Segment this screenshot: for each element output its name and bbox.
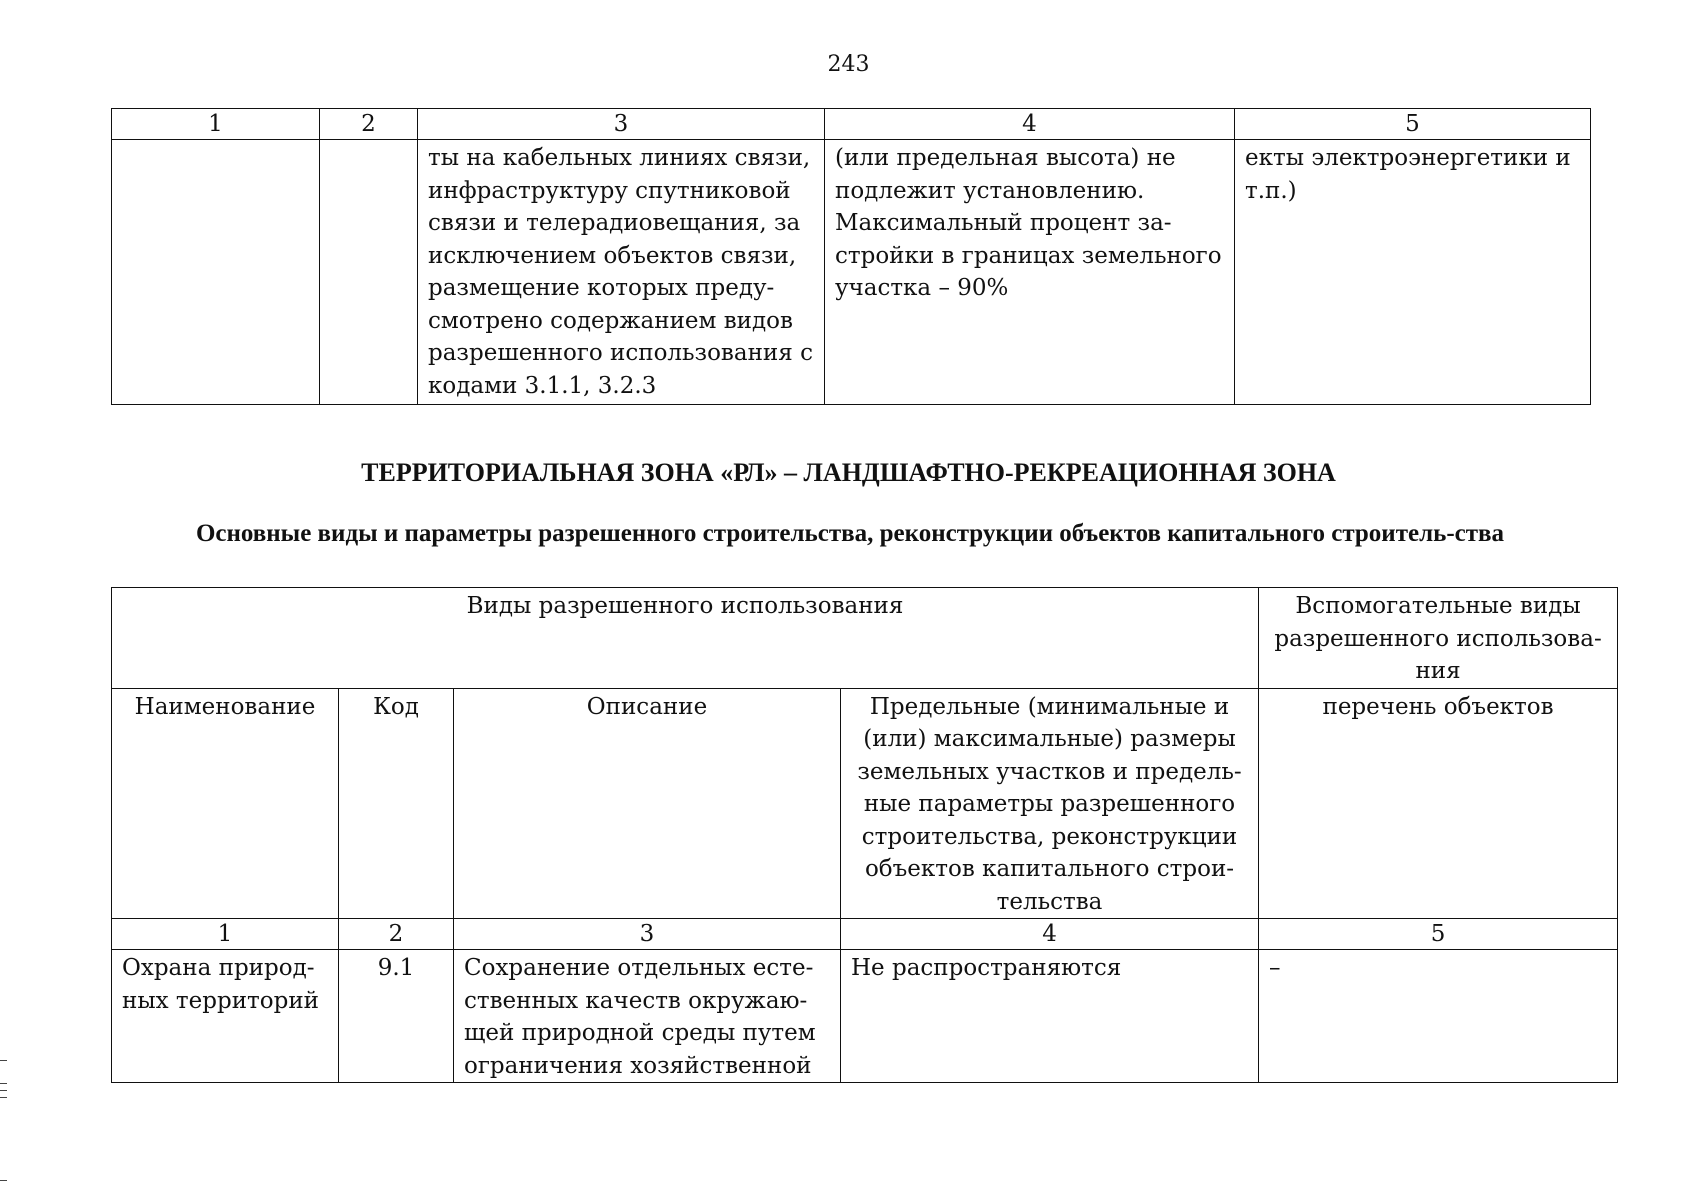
table-row: [112, 140, 1591, 405]
main-table: [111, 587, 1618, 1083]
table-row: [112, 950, 1618, 1083]
header-limits: Предельные (минимальные и (или) максимальные) размеры земельных участков и предель-ные параметры разрешенного строительства, реконструкции объектов капитального строи-тельства: [841, 688, 1259, 919]
cell-limits: (или предельная высота) не подлежит установлению. Максимальный процент за-стройки в границах земельного участка – 90%: [825, 140, 1235, 405]
column-number: 3: [454, 919, 841, 950]
column-number: 4: [841, 919, 1259, 950]
header-objects-list: перечень объектов: [1259, 688, 1618, 919]
cell-description: Сохранение отдельных есте-ственных качеств окружаю-щей природной среды путем ограничения хозяйственной: [454, 950, 841, 1083]
column-number: 5: [1259, 919, 1618, 950]
cell-objects: –: [1259, 950, 1618, 1083]
column-number-row: [112, 919, 1618, 950]
zone-title: ТЕРРИТОРИАЛЬНАЯ ЗОНА «РЛ» – ЛАНДШАФТНО-РЕКРЕАЦИОННАЯ ЗОНА: [361, 458, 1336, 487]
cell-description: ты на кабельных линиях связи, инфраструктуру спутниковой связи и телерадиовещания, за исключением объектов связи, размещение которых преду-смотрено содержанием видов разрешенного использования с кодами 3.1.1, 3.2.3: [418, 140, 825, 405]
margin-mark: [0, 1090, 7, 1091]
header-code: Код: [339, 688, 454, 919]
column-number: 5: [1235, 109, 1591, 140]
margin-mark: [0, 1180, 7, 1181]
column-number: 1: [112, 919, 339, 950]
auxiliary-uses-header: Вспомогательные виды разрешенного использова-ния: [1259, 588, 1618, 689]
cell-objects: екты электроэнергетики и т.п.): [1235, 140, 1591, 405]
margin-mark: [0, 1097, 7, 1098]
section-title: Основные виды и параметры разрешенного строительства, реконструкции объектов капитального строитель-ства: [195, 520, 1505, 547]
permitted-uses-header: Виды разрешенного использования: [112, 588, 1259, 689]
cell-limits: Не распространяются: [841, 950, 1259, 1083]
group-header-row: [112, 588, 1618, 689]
page-number: 243: [827, 52, 870, 77]
column-number-row: [112, 109, 1591, 140]
margin-mark: [0, 1083, 7, 1084]
column-number: 3: [418, 109, 825, 140]
header-description: Описание: [454, 688, 841, 919]
column-number: 2: [320, 109, 418, 140]
header-name: Наименование: [112, 688, 339, 919]
continuation-table: [111, 108, 1591, 405]
column-header-row: [112, 688, 1618, 919]
margin-mark: [0, 1060, 7, 1061]
cell-name: [112, 140, 320, 405]
cell-code: 9.1: [339, 950, 454, 1083]
cell-name: Охрана природ-ных территорий: [112, 950, 339, 1083]
cell-code: [320, 140, 418, 405]
column-number: 1: [112, 109, 320, 140]
column-number: 2: [339, 919, 454, 950]
column-number: 4: [825, 109, 1235, 140]
